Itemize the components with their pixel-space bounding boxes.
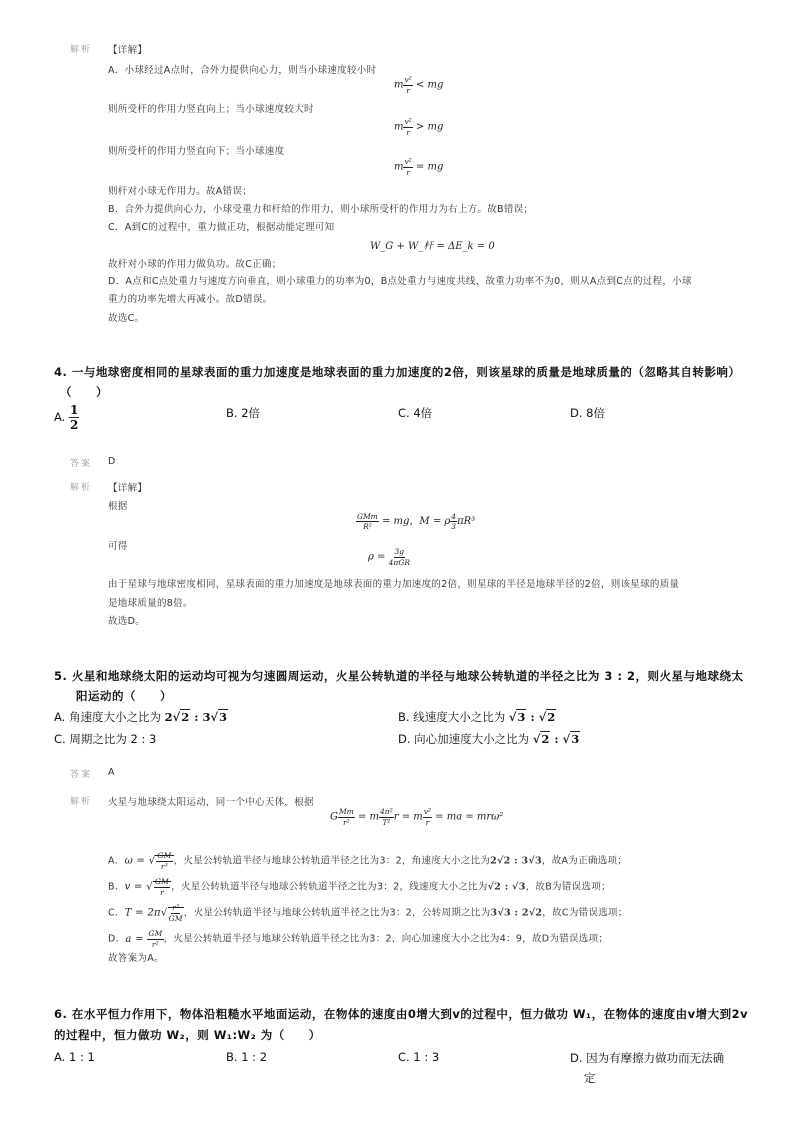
analysis-label: 解析 [70, 45, 93, 55]
q4-option-c: C. 4倍 [398, 406, 433, 420]
q5-answer: A [108, 767, 115, 778]
prev-line-b: B．合外力提供向心力，小球受重力和杆给的作用力，则小球所受杆的作用力为右上方。故B错误； [108, 204, 534, 215]
q4-line-reason: 由于星球与地球密度相同，星球表面的重力加速度是地球表面的重力加速度的2倍，则星球的半径是地球半径的2倍，则该星球的质量 [108, 579, 680, 590]
q5-line-d: D．a = $\frac{GM}{\text{r²}}$ ，火星公转轨道半径与地球公转轨道半径之比为3：2，向心加速度大小之比为4：9，故D为错误选项； [108, 929, 609, 949]
q5-line-a: A．ω = √ $\frac{GM}{\text{r³}}$ ，火星公转轨道半径与地球公转轨道半径之比为3：2，角速度大小之比为2√2 : 3√3，故A为正确选项； [108, 851, 628, 871]
q5-answer-label: 答案 [70, 770, 93, 780]
q4-detail-heading: 【详解】 [108, 483, 148, 494]
q6-option-d: D. 因为有摩擦力做功而无法确 [570, 1051, 725, 1065]
prev-conclusion: 故选C。 [108, 313, 145, 324]
q5-conclusion: 故答案为A。 [108, 953, 164, 964]
q4-line-reason2: 是地球质量的8倍。 [108, 598, 193, 609]
q4-eq-density: ρ = $\frac{3g}{\text{4πGR}}$ [368, 547, 410, 567]
q6-option-a: A. 1 : 1 [54, 1050, 95, 1064]
q5-stem: 5. 火星和地球绕太阳的运动均可视为匀速圆周运动，火星公转轨道的半径与地球公转轨道的半径之比为 3 : 2，则火星与地球绕太 [54, 669, 744, 683]
detail-heading: 【详解】 [108, 45, 148, 56]
q4-option-b: B. 2倍 [226, 406, 261, 420]
prev-line-d2: 重力的功率先增大再减小。故D错误。 [108, 294, 273, 305]
eq-greater-than: m $\frac{\text{v²}}{r}$ > mg [394, 117, 444, 137]
prev-line-no-force: 则杆对小球无作用力。故A错误； [108, 186, 252, 197]
q4-option-d: D. 8倍 [570, 406, 605, 420]
q5-eq-main: G $\frac{Mm}{\text{r²}}$ = m $\frac{\text{4π²}}{\text{T²}}$ r = m $\frac{\text{v²}}{r}$ = ma = mrω² [330, 807, 504, 827]
q4-line-basis: 根据 [108, 501, 128, 512]
q4-conclusion: 故选D。 [108, 616, 146, 627]
prev-line-c-result: 故杆对小球的作用力做负功。故C正确； [108, 259, 282, 270]
prev-line-a: A．小球经过A点时，合外力提供向心力，则当小球速度较小时 [108, 65, 377, 76]
eq-less-than: m $\frac{\text{v²}}{r}$ < mg [394, 75, 444, 95]
q5-option-a: A. 角速度大小之比为 2√2 : 3√3 [54, 710, 228, 724]
q5-stem2: 阳运动的（ ） [76, 689, 172, 703]
q5-intro: 火星与地球绕太阳运动，同一个中心天体，根据 [108, 797, 314, 808]
q5-analysis-label: 解析 [70, 797, 93, 807]
q5-option-b: B. 线速度大小之比为 √3 : √2 [398, 710, 556, 724]
q4-eq-gravity: $\frac{\text{GMm}}{\text{R²}}$ = mg，M = ρ $\frac{4}{3}$ πR³ [357, 511, 476, 531]
q6-stem2: 的过程中，恒力做功 W₂，则 W₁:W₂ 为（ ） [54, 1028, 321, 1042]
q4-line-thus: 可得 [108, 541, 128, 552]
q4-stem: 4. 一与地球密度相同的星球表面的重力加速度是地球表面的重力加速度的2倍，则该星球的质量是地球质量的（忽略其自转影响） [54, 365, 741, 379]
q4-analysis-label: 解析 [70, 483, 93, 493]
q5-line-b: B．v = √ $\frac{GM}{r}$ ，火星公转轨道半径与地球公转轨道半径之比为3：2，线速度大小之比为√2 : √3，故B为错误选项； [108, 877, 611, 897]
prev-line-down: 则所受杆的作用力竖直向下；当小球速度 [108, 146, 285, 157]
eq-work-energy: W_G + W_杆 = ΔE_k = 0 [370, 241, 495, 252]
q4-option-a: A. $\frac{1}{2}$ [54, 403, 79, 432]
q6-option-c: C. 1 : 3 [398, 1050, 440, 1064]
q4-answer-label: 答案 [70, 459, 93, 469]
prev-line-d: D．A点和C点处重力与速度方向垂直，则小球重力的功率为0，B点处重力与速度共线，故重力功率不为0，则从A点到C点的过程，小球 [108, 276, 692, 287]
q5-option-c: C. 周期之比为 2 : 3 [54, 732, 157, 746]
eq-equal: m $\frac{\text{v²}}{r}$ = mg [394, 157, 444, 177]
q6-stem: 6. 在水平恒力作用下，物体沿粗糙水平地面运动，在物体的速度由0增大到v的过程中，恒力做功 W₁，在物体的速度由v增大到2v [54, 1007, 749, 1021]
prev-line-up: 则所受杆的作用力竖直向上；当小球速度较大时 [108, 104, 314, 115]
prev-line-c: C．A到C的过程中，重力做正功，根据动能定理可知 [108, 222, 335, 233]
q5-line-c: C．T = 2π√ $\frac{\text{r³}}{GM}$ ，火星公转轨道半径与地球公转轨道半径之比为3：2，公转周期之比为3√3 : 2√2，故C为错误选项； [108, 903, 628, 923]
q4-stem-parens: （ ） [60, 385, 108, 399]
q4-answer: D [108, 456, 116, 467]
q6-option-d-cont: 定 [584, 1071, 596, 1085]
q6-option-b: B. 1 : 2 [226, 1050, 268, 1064]
q5-option-d: D. 向心加速度大小之比为 √2 : √3 [398, 732, 580, 746]
